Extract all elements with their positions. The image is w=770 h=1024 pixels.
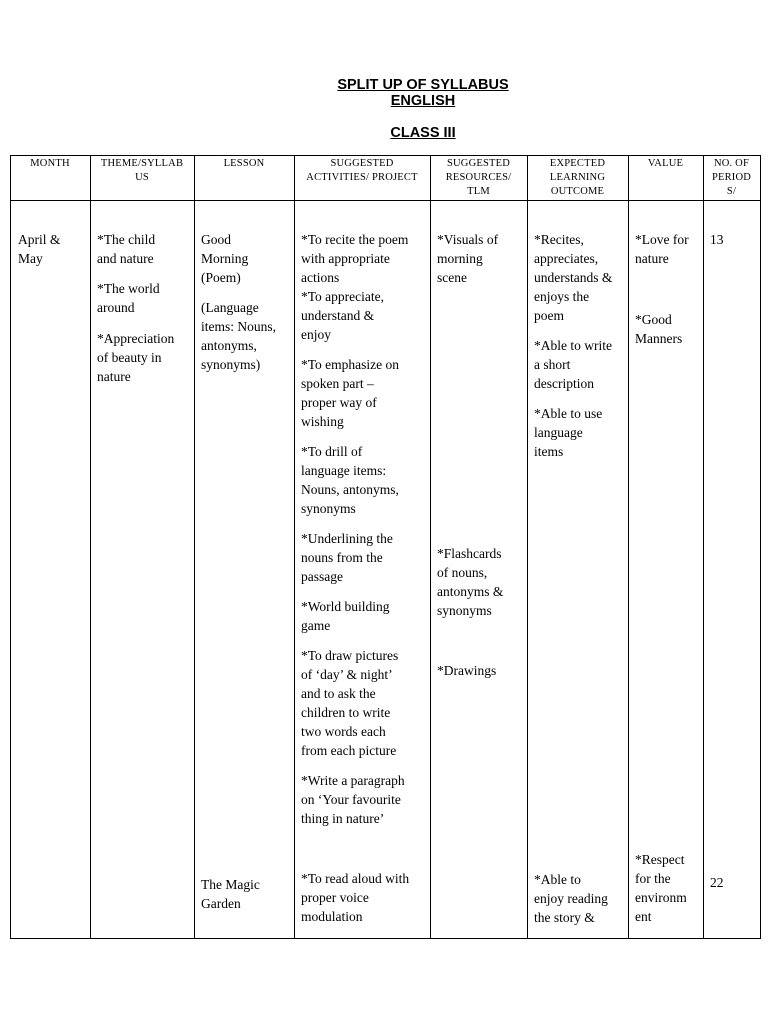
row1-activity-6 xyxy=(301,646,398,760)
header-lesson-text: LESSON xyxy=(223,158,265,169)
col-divider-1 xyxy=(90,155,91,938)
activity-line: *To recite the poem xyxy=(301,232,409,247)
page-title-line1: SPLIT UP OF SYLLABUS xyxy=(337,77,509,93)
lesson-line: antonyms, xyxy=(201,338,257,353)
resource-line: *Flashcards xyxy=(437,546,502,561)
outcome-line: *Recites, xyxy=(534,232,584,247)
activity-line: of ‘day’ & night’ xyxy=(301,667,393,682)
outcome-line: the story & xyxy=(534,910,595,925)
value-line: ent xyxy=(635,909,652,924)
lesson-line: (Poem) xyxy=(201,270,241,285)
resource-line: *Drawings xyxy=(437,663,497,678)
resource-line: of nouns, xyxy=(437,565,488,580)
periods-value: 13 xyxy=(710,232,724,247)
theme-line: around xyxy=(97,300,135,315)
row1-theme-3 xyxy=(97,329,174,386)
col-divider-8 xyxy=(760,155,761,938)
activity-line: children to write xyxy=(301,705,391,720)
col-divider-4 xyxy=(430,155,431,938)
activity-line: language items: xyxy=(301,463,387,478)
activity-line: two words each xyxy=(301,724,386,739)
activity-line: enjoy xyxy=(301,327,331,342)
lesson-line: Garden xyxy=(201,896,241,911)
header-resources-text: RESOURCES/ xyxy=(445,172,512,183)
header-activities-text: ACTIVITIES/ PROJECT xyxy=(306,172,418,183)
header-periods-text: NO. OF xyxy=(713,158,750,169)
resource-line: synonyms xyxy=(437,603,492,618)
row1-activity-5 xyxy=(301,597,390,635)
row1-theme-1 xyxy=(97,230,155,268)
lesson-line: synonyms) xyxy=(201,357,261,372)
row1-activity-3 xyxy=(301,442,399,518)
header-bottom-border xyxy=(10,200,761,201)
header-periods-text: PERIOD xyxy=(711,172,752,183)
resource-line: morning xyxy=(437,251,483,266)
activity-line: passage xyxy=(301,569,343,584)
col-divider-2 xyxy=(194,155,195,938)
activity-line: wishing xyxy=(301,414,344,429)
table-bottom-border xyxy=(10,938,761,939)
row2-outcome xyxy=(534,870,608,927)
activity-line: on ‘Your favourite xyxy=(301,792,401,807)
activity-line: *Underlining the xyxy=(301,531,393,546)
outcome-line: *Able to use xyxy=(534,406,603,421)
outcome-line: *Able to write xyxy=(534,338,612,353)
row1-outcome-3 xyxy=(534,404,602,461)
row1-lesson-1 xyxy=(201,230,248,287)
header-outcome-text: OUTCOME xyxy=(550,186,605,197)
month-line: May xyxy=(18,251,43,266)
header-outcome xyxy=(527,157,628,199)
activity-line: with appropriate xyxy=(301,251,390,266)
header-lesson xyxy=(194,157,294,171)
page-title-line2: ENGLISH xyxy=(390,93,456,109)
col-divider-6 xyxy=(628,155,629,938)
col-divider-5 xyxy=(527,155,528,938)
header-activities xyxy=(294,157,430,185)
row1-activity-2 xyxy=(301,355,399,431)
theme-line: *The world xyxy=(97,281,160,296)
activity-line: proper voice xyxy=(301,890,369,905)
activity-line: *To emphasize on xyxy=(301,357,400,372)
value-line: for the xyxy=(635,871,671,886)
row1-outcome-1 xyxy=(534,230,612,325)
activity-line: *Write a paragraph xyxy=(301,773,405,788)
outcome-line: description xyxy=(534,376,594,391)
value-line: *Respect xyxy=(635,852,685,867)
header-outcome-text: EXPECTED xyxy=(549,158,606,169)
value-line: nature xyxy=(635,251,669,266)
row1-activity-4 xyxy=(301,529,393,586)
row1-resource-1 xyxy=(437,230,498,287)
header-resources-text: SUGGESTED xyxy=(446,158,511,169)
activity-line: and to ask the xyxy=(301,686,376,701)
row1-value-1 xyxy=(635,230,689,268)
row1-activity-1 xyxy=(301,230,408,344)
value-line: *Love for xyxy=(635,232,689,247)
row1-resource-2 xyxy=(437,544,503,620)
lesson-line: Good xyxy=(201,232,231,247)
activity-line: spoken part – xyxy=(301,376,374,391)
row2-activity xyxy=(301,869,409,926)
lesson-line: items: Nouns, xyxy=(201,319,277,334)
outcome-line: enjoys the xyxy=(534,289,590,304)
row1-month xyxy=(18,230,60,268)
activity-line: game xyxy=(301,618,331,633)
header-activities-text: SUGGESTED xyxy=(330,158,394,169)
theme-line: and nature xyxy=(97,251,154,266)
activity-line: nouns from the xyxy=(301,550,383,565)
header-value-text: VALUE xyxy=(647,158,684,169)
header-month-text: MONTH xyxy=(30,158,70,169)
header-theme xyxy=(90,157,194,185)
outcome-line: understands & xyxy=(534,270,613,285)
row1-value-2 xyxy=(635,310,682,348)
activity-line: *To appreciate, xyxy=(301,289,385,304)
class-label: CLASS III xyxy=(390,125,456,141)
activity-line: understand & xyxy=(301,308,375,323)
value-line: *Good xyxy=(635,312,672,327)
activity-line: Nouns, antonyms, xyxy=(301,482,399,497)
activity-line: from each picture xyxy=(301,743,397,758)
value-line: environm xyxy=(635,890,687,905)
activity-line: actions xyxy=(301,270,340,285)
header-resources-text: TLM xyxy=(467,186,490,197)
activity-line: *To draw pictures xyxy=(301,648,399,663)
value-line: Manners xyxy=(635,331,683,346)
row2-lesson xyxy=(201,875,260,913)
header-theme-text: US xyxy=(135,172,149,183)
theme-line: nature xyxy=(97,369,131,384)
outcome-line: language xyxy=(534,425,583,440)
outcome-line: appreciates, xyxy=(534,251,599,266)
header-periods xyxy=(703,157,760,199)
activity-line: modulation xyxy=(301,909,363,924)
header-month xyxy=(10,157,90,171)
row2-value xyxy=(635,850,687,926)
resource-line: antonyms & xyxy=(437,584,504,599)
row1-theme-2 xyxy=(97,279,160,317)
header-theme-text: THEME/SYLLAB xyxy=(100,158,184,169)
activity-line: *World building xyxy=(301,599,390,614)
theme-line: *Appreciation xyxy=(97,331,175,346)
activity-line: thing in nature’ xyxy=(301,811,385,826)
activity-line: *To read aloud with xyxy=(301,871,410,886)
theme-line: *The child xyxy=(97,232,156,247)
outcome-line: enjoy reading xyxy=(534,891,608,906)
month-line: April & xyxy=(18,232,61,247)
row2-periods xyxy=(710,873,724,892)
header-periods-text: S/ xyxy=(726,186,737,197)
lesson-line: (Language xyxy=(201,300,259,315)
row1-activity-7 xyxy=(301,771,405,828)
col-divider-0 xyxy=(10,155,11,938)
periods-value: 22 xyxy=(710,875,724,890)
header-outcome-text: LEARNING xyxy=(549,172,606,183)
outcome-line: a short xyxy=(534,357,571,372)
col-divider-7 xyxy=(703,155,704,938)
row1-resource-3 xyxy=(437,661,496,680)
header-value xyxy=(628,157,703,171)
outcome-line: items xyxy=(534,444,564,459)
resource-line: scene xyxy=(437,270,467,285)
row1-periods xyxy=(710,230,724,249)
col-divider-3 xyxy=(294,155,295,938)
table-top-border xyxy=(10,155,761,156)
outcome-line: poem xyxy=(534,308,564,323)
lesson-line: Morning xyxy=(201,251,249,266)
header-resources xyxy=(430,157,527,199)
row1-outcome-2 xyxy=(534,336,612,393)
activity-line: *To drill of xyxy=(301,444,363,459)
activity-line: proper way of xyxy=(301,395,377,410)
activity-line: synonyms xyxy=(301,501,356,516)
row1-lesson-2 xyxy=(201,298,276,374)
resource-line: *Visuals of xyxy=(437,232,499,247)
theme-line: of beauty in xyxy=(97,350,162,365)
lesson-line: The Magic xyxy=(201,877,260,892)
outcome-line: *Able to xyxy=(534,872,581,887)
